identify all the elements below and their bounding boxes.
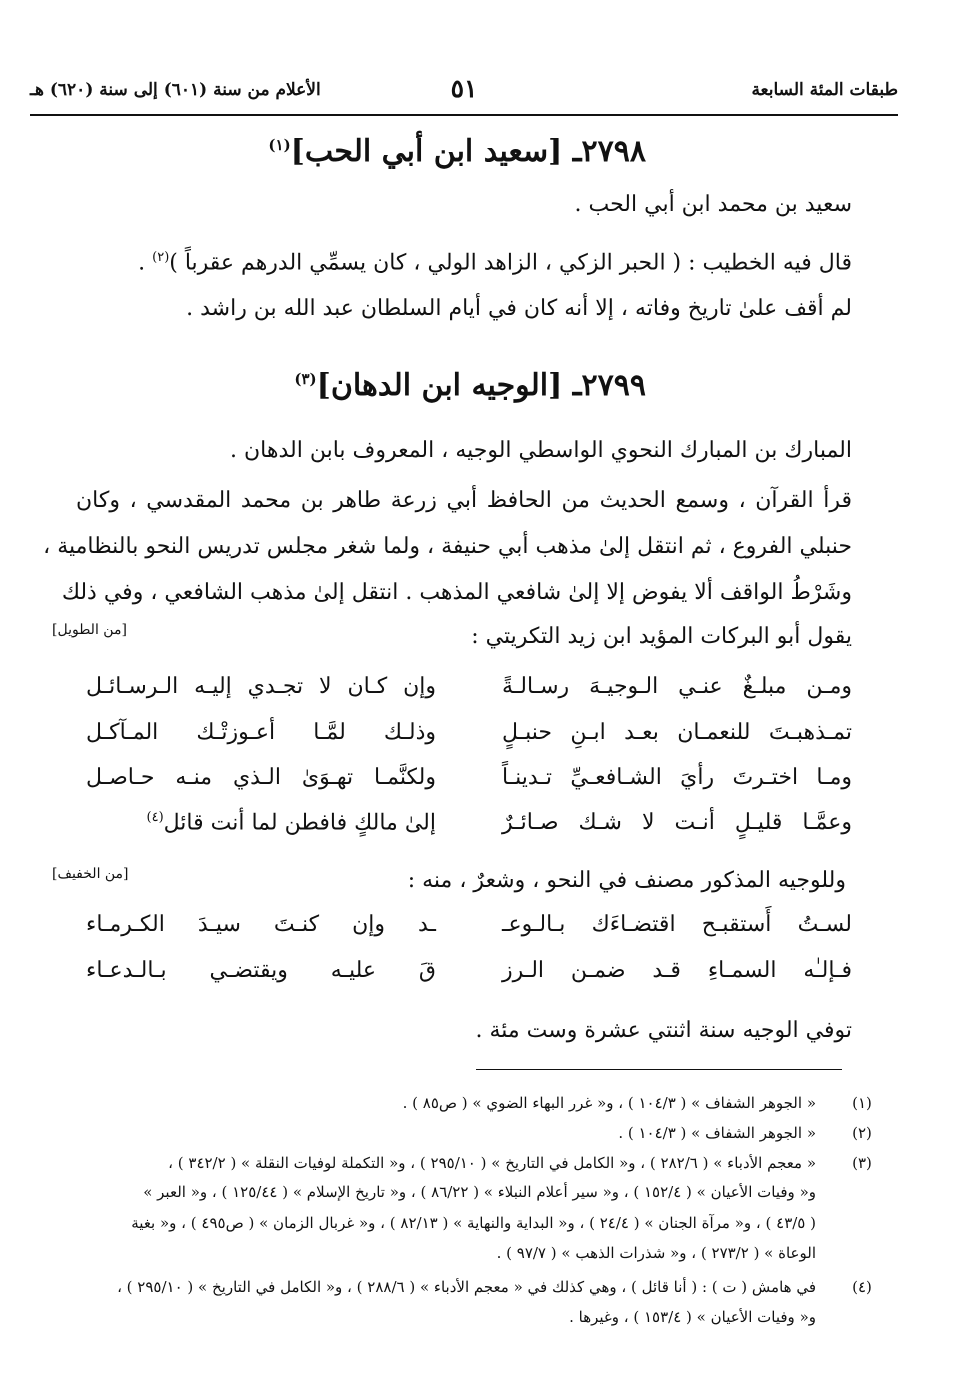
death-line: توفي الوجيه سنة اثنتي عشرة وست مئة . — [475, 1018, 852, 1043]
poetic-meter-label: [من الطويل] — [52, 622, 127, 638]
body-line: وللوجيه المذكور مصنف في النحو ، وشعرٌ ، منه : — [407, 868, 846, 893]
body-line: حنبلي الفروع ، ثم انتقل إلىٰ مذهب أبي حنيفة ، ولما شغر مجلس تدريس النحو بالنظامية ، — [43, 534, 852, 559]
body-line — [76, 243, 852, 275]
verse-second-hemistich: ولكنَّمـا تهـوَىٰ الـذي منـه حـاصـل — [86, 765, 436, 790]
chapter-range-title: الأعلام من سنة (٦٠١) إلى سنة (٦٢٠) هـ — [30, 80, 321, 100]
verse-first-hemistich: لسـتُ أَستقبـح اقتضـاءَك بـالـوعـ — [502, 912, 852, 937]
footnote-text: و« وفيات الأعيان » ( ١٥٣/٤ ) ، وغيرها . — [569, 1308, 816, 1326]
footnote-text: ( ٤٣/٥ ) ، و« مرآة الجنان » ( ٢٤/٤ ) ، و« البداية والنهاية » ( ٨٢/١٣ ) ، و« غربال الزمان » ( ص٤٩٥ ) ، و« بغية — [131, 1214, 816, 1232]
footnote-ref: (٢) — [152, 250, 170, 265]
verse-second-hemistich: وذلـك لمَّـا أعـوزتْـك المـآكـل — [86, 720, 436, 745]
running-header — [30, 74, 898, 108]
body-line: سعيد بن محمد ابن أبي الحب . — [574, 192, 852, 217]
verse-second-hemistich: ـد وإن كنـتَ سيـدَ الكـرمـاء — [86, 912, 436, 937]
verse-first-hemistich: تمـذهبـتَ للنعمـان بعـد ابـنِ حنبـلٍ — [502, 720, 852, 745]
footnote-number: (٤) — [852, 1278, 872, 1296]
entry-title-text: ٢٧٩٩ـ [الوجيه ابن الدهان] — [316, 368, 646, 403]
footnote-number: (٢) — [852, 1124, 872, 1142]
entry-title-text: ٢٧٩٨ـ [سعيد ابن أبي الحب] — [290, 134, 646, 169]
footnote-ref: (٤) — [146, 810, 164, 825]
poetic-meter-label: [من الخفيف] — [52, 866, 129, 882]
verse-second-hemistich — [86, 810, 436, 844]
footnote-text: « الجوهر الشفاف » ( ١٠٤/٣ ) ، و« غرر البهاء الضوي » ( ص٨٥ ) . — [402, 1094, 816, 1112]
body-line: قرأ القرآن ، وسمع الحديث من الحافظ أبي زرعة طاهر بن محمد المقدسي ، وكان — [76, 488, 852, 513]
footnote-number: (٣) — [852, 1154, 872, 1172]
body-line: المبارك بن المبارك النحوي الواسطي الوجيه ، المعروف بابن الدهان . — [230, 438, 852, 463]
footnote-ref: (٣) — [294, 370, 317, 388]
footnote-separator — [476, 1069, 842, 1070]
entry-title-2799 — [294, 368, 646, 403]
entry-title-2798 — [268, 134, 646, 169]
verse-first-hemistich: وعمَّـا قليـلٍ أنـت لا شـك صـائـرٌ — [502, 810, 852, 835]
verse-text: إلىٰ مالكٍ فافطن لما أنت قائل — [163, 810, 436, 836]
body-line: لم أقف علىٰ تاريخ وفاته ، إلا أنه كان في أيام السلطان عبد الله بن راشد . — [186, 296, 852, 321]
footnote-number: (١) — [852, 1094, 872, 1112]
footnote-text: « معجم الأدباء » ( ٢٨٢/٦ ) ، و« الكامل في التاريخ » ( ٢٩٥/١٠ ) ، و« التكملة لوفيات النقلة » ( ٣٤٢/٢ ) ، — [168, 1154, 816, 1172]
header-rule — [30, 114, 898, 116]
verse-first-hemistich: ومـا اختـرتَ رأيَ الشـافعـيِّ تـدينـاً — [502, 765, 852, 790]
footnote-ref: (١) — [268, 136, 291, 154]
footnote-text: في هامش ( ت ) : ( أنا قائل ) ، وهي كذلك في « معجم الأدباء » ( ٢٨٨/٦ ) ، و« الكامل في التاريخ » ( ٢٩٥/١٠ ) ، — [117, 1278, 816, 1296]
page-number: ٥١ — [450, 74, 478, 103]
verse-first-hemistich: ومـن مبلـغٌ عنـي الـوجيـهَ رسـالـةً — [502, 674, 852, 699]
footnote-text: و« وفيات الأعيان » ( ١٥٢/٤ ) ، و« سير أعلام النبلاء » ( ٨٦/٢٢ ) ، و« تاريخ الإسلام » ( ١٢٥/٤٤ ) ، و« العبر » — [143, 1183, 816, 1201]
footnote-text: « الجوهر الشفاف » ( ١٠٤/٣ ) . — [618, 1124, 816, 1142]
body-line-end: . — [138, 250, 153, 276]
verse-second-hemistich: وإن كـان لا تجـدي إليـه الـرسـائـل — [86, 674, 436, 699]
footnote-text: الوعاة » ( ٢٧٣/٢ ) ، و« شذرات الذهب » ( ٩٧/٧ ) . — [496, 1244, 816, 1262]
body-line-text: قال فيه الخطيب : ( الحبر الزكي ، الزاهد الولي ، كان يسمِّي الدرهم عقرباً ) — [169, 250, 852, 276]
book-section-title: طبقات المئة السابعة — [751, 80, 898, 100]
verse-second-hemistich: قَ عليـه ويقتضـي بـالـدعـاء — [86, 958, 436, 983]
body-line: وشَرْطُ الواقف ألا يفوض إلا إلىٰ شافعي المذهب . انتقل إلىٰ مذهب الشافعي ، وفي ذلك — [61, 580, 852, 605]
body-line: يقول أبو البركات المؤيد ابن زيد التكريتي : — [471, 624, 852, 649]
verse-first-hemistich: فـإلـٰه السمـاءِ قـد ضمـن الـرز — [502, 958, 852, 983]
